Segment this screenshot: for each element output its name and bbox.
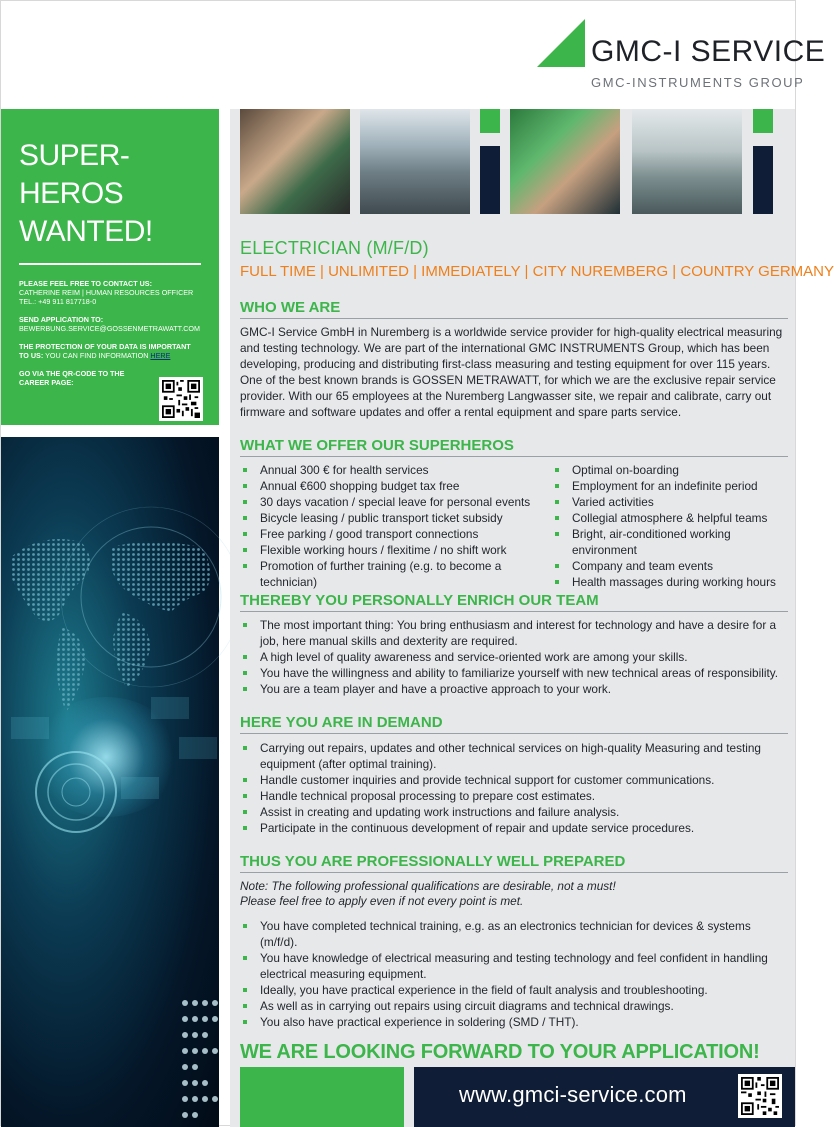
list-item: Employment for an indefinite period: [552, 478, 792, 494]
list-item: Promotion of further training (e.g. to become a technician): [240, 558, 560, 590]
offer-list-left: [240, 462, 560, 590]
list-item: Health massages during working hours: [552, 574, 792, 590]
list-item: Free parking / good transport connections: [240, 526, 560, 542]
logo-name: GMC-I SERVICE: [591, 35, 826, 68]
list-item: Optimal on-boarding: [552, 462, 792, 478]
list-item: Annual 300 € for health services: [240, 462, 560, 478]
circuit-ring-graphic: [21, 737, 131, 847]
list-item: Assist in creating and updating work instructions and failure analysis.: [240, 804, 788, 820]
photo-office-floor: [632, 109, 742, 214]
list-item: Handle customer inquiries and provide technical support for customer communications.: [240, 772, 788, 788]
footer-website-link[interactable]: www.gmci-service.com: [459, 1082, 687, 1107]
enrich-list: [240, 617, 788, 697]
list-item: You are a team player and have a proactive approach to your work.: [240, 681, 788, 697]
contact-info: [19, 279, 201, 306]
privacy-link[interactable]: HERE: [150, 351, 171, 360]
list-item: Flexible working hours / flexitime / no shift work: [240, 542, 560, 558]
prepared-note-line2: Please feel free to apply even if not every point is met.: [240, 894, 524, 908]
offer-list-right: [552, 462, 792, 590]
accent-green-square: [480, 109, 500, 133]
list-item: 30 days vacation / special leave for personal events: [240, 494, 560, 510]
job-title: ELECTRICIAN (M/F/D): [240, 238, 429, 258]
list-item: As well as in carrying out repairs using circuit diagrams and technical drawings.: [240, 998, 788, 1014]
qr-code-icon: [162, 380, 200, 418]
closing-headline: WE ARE LOOKING FORWARD TO YOUR APPLICATION!: [240, 1041, 760, 1063]
section-divider: [240, 318, 788, 319]
sidebar-divider: [19, 263, 201, 265]
list-item: Bicycle leasing / public transport ticket subsidy: [240, 510, 560, 526]
application-email[interactable]: BEWERBUNG.SERVICE@GOSSENMETRAWATT.COM: [19, 324, 201, 333]
dot-lines-graphic: [171, 997, 219, 1127]
sidebar-tech-image: [1, 437, 219, 1127]
list-item: Ideally, you have practical experience in the field of fault analysis and troubleshooting.: [240, 982, 788, 998]
application-info: [19, 315, 201, 333]
section-divider: [240, 872, 788, 873]
sidebar-contact-panel: [1, 109, 219, 425]
contact-heading: PLEASE FEEL FREE TO CONTACT US:: [19, 279, 152, 288]
qr-heading: GO VIA THE QR-CODE TO THE CAREER PAGE:: [19, 369, 125, 387]
privacy-text: YOU CAN FIND INFORMATION: [45, 351, 149, 360]
accent-navy-bar: [753, 146, 773, 214]
list-item: Bright, air-conditioned working environment: [552, 526, 792, 558]
qr-info: [19, 369, 139, 387]
accent-green-square: [753, 109, 773, 133]
section-heading-demand: HERE YOU ARE IN DEMAND: [240, 714, 443, 731]
footer-green-block: [240, 1067, 404, 1127]
photo-circuit-board: [240, 109, 350, 214]
list-item: Carrying out repairs, updates and other technical services on high-quality Measuring and testing equipment (after optimal training).: [240, 740, 788, 772]
section-heading-who-we-are: WHO WE ARE: [240, 299, 341, 316]
list-item: You also have practical experience in soldering (SMD / THT).: [240, 1014, 788, 1030]
list-item: You have completed technical training, e.g. as an electronics technician for devices & systems (m/f/d).: [240, 918, 788, 950]
logo-group-name: GMC-INSTRUMENTS GROUP: [591, 75, 805, 90]
prepared-list: [240, 918, 788, 1030]
privacy-heading: THE PROTECTION OF YOUR DATA IS IMPORTANT TO US:: [19, 342, 191, 360]
sidebar-headline: SUPER-HEROS WANTED!: [19, 139, 153, 248]
list-item: Varied activities: [552, 494, 792, 510]
hex-shape: [11, 717, 49, 739]
list-item: Company and team events: [552, 558, 792, 574]
section-divider: [240, 733, 788, 734]
photo-soldering: [510, 109, 620, 214]
section-heading-offer: WHAT WE OFFER OUR SUPERHEROS: [240, 437, 514, 454]
who-we-are-text: GMC-I Service GmbH in Nuremberg is a worldwide service provider for high-quality electrical measuring and testing technology. We are part of the international GMC INSTRUMENTS Group, which has been developing, producing and distributing first-class measuring and testing equipment for over 115 years. One of the best known brands is GOSSEN METRAWATT, for which we are the exclusive repair service provider. With our 65 employees at the Nuremberg Langwasser site, we repair and calibrate, carry out firmware and software updates and offer a rental equipment and spare parts service.: [240, 325, 783, 419]
photo-workshop: [360, 109, 470, 214]
career-qr-code[interactable]: [159, 377, 203, 421]
list-item: You have the willingness and ability to familiarize yourself with new technical areas of responsibility.: [240, 665, 788, 681]
section-heading-enrich: THEREBY YOU PERSONALLY ENRICH OUR TEAM: [240, 592, 599, 609]
section-divider: [240, 611, 788, 612]
qr-code-icon: [741, 1077, 779, 1115]
list-item: A high level of quality awareness and service-oriented work are among your skills.: [240, 649, 788, 665]
hex-shape: [179, 737, 217, 759]
job-meta: FULL TIME | UNLIMITED | IMMEDIATELY | CITY NUREMBERG | COUNTRY GERMANY: [240, 263, 834, 280]
prepared-note-line1: Note: The following professional qualifications are desirable, not a must!: [240, 879, 616, 893]
footer-qr-code[interactable]: [738, 1074, 782, 1118]
logo-triangle-icon: [537, 19, 585, 67]
privacy-info: [19, 342, 201, 360]
application-heading: SEND APPLICATION TO:: [19, 315, 104, 324]
list-item: Annual €600 shopping budget tax free: [240, 478, 560, 494]
accent-navy-bar: [480, 146, 500, 214]
contact-phone: TEL.: +49 911 817718-0: [19, 297, 97, 306]
contact-name: CATHERINE REIM | HUMAN RESOURCES OFFICER: [19, 288, 194, 297]
list-item: The most important thing: You bring enthusiasm and interest for technology and have a desire for a job, here manual skills and dexterity are required.: [240, 617, 788, 649]
hex-shape: [151, 697, 189, 719]
list-item: Collegial atmosphere & helpful teams: [552, 510, 792, 526]
section-heading-prepared: THUS YOU ARE PROFESSIONALLY WELL PREPARED: [240, 853, 626, 870]
list-item: Handle technical proposal processing to prepare cost estimates.: [240, 788, 788, 804]
demand-list: [240, 740, 788, 836]
section-divider: [240, 456, 788, 457]
list-item: You have knowledge of electrical measuring and testing technology and feel confident in handling electrical measuring equipment.: [240, 950, 788, 982]
list-item: Participate in the continuous development of repair and update service procedures.: [240, 820, 788, 836]
company-logo: [537, 19, 826, 91]
